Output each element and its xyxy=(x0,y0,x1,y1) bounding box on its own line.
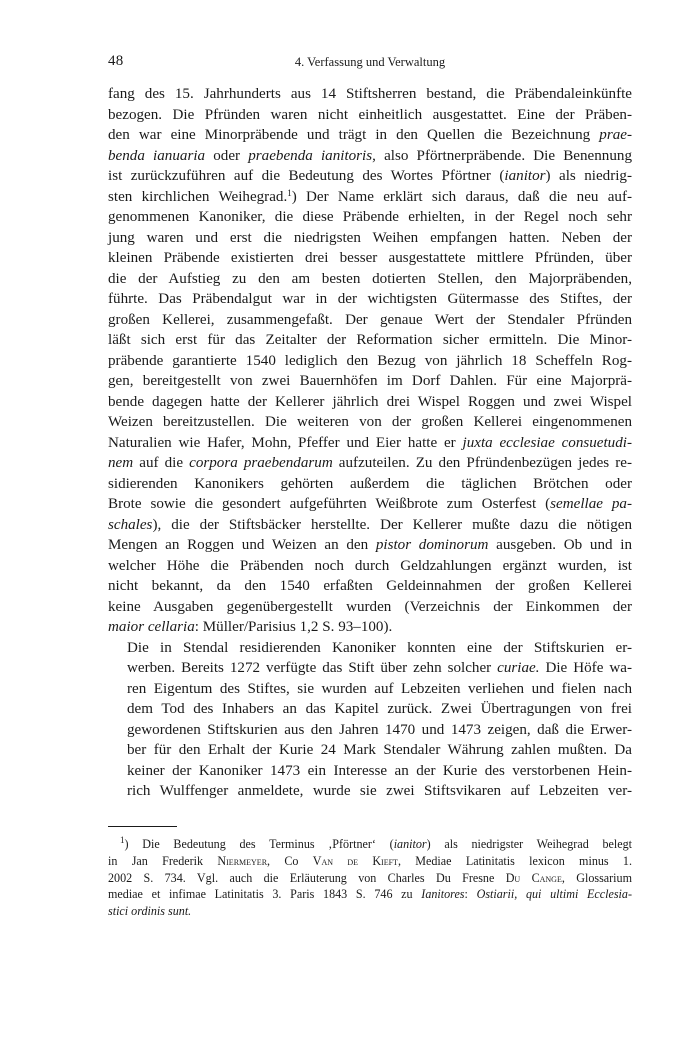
paragraph-2 xyxy=(108,638,632,802)
text-line: schales), die der Stiftsbäcker herstellte. Der Kellerer mußte dazu die nötigen xyxy=(108,516,632,533)
footnote-line: $^1$) Die Bedeutung des Terminus ‚Pförtner‘ (ianitor) als niedrigster Weihegrad belegt xyxy=(120,835,632,851)
text-line: läßt sich erst für das Zeitalter der Reformation sicher ermitteln. Die Minor- xyxy=(108,332,632,348)
page-header xyxy=(108,53,632,73)
paragraph-1 xyxy=(108,84,632,638)
text-line: rich Wulffenger anmeldete, wurde sie zwei Stiftsvikaren auf Lebzeiten ver- xyxy=(127,783,632,799)
running-head: 4. Verfassung und Verwaltung xyxy=(294,55,446,69)
footnote-marker[interactable]: 1 xyxy=(287,187,292,198)
text-line: gen, bereitgestellt von zwei Bauernhöfen im Dorf Dahlen. Für eine Majorprä- xyxy=(108,373,632,389)
text-line: Brote sowie die gesondert aufgeführten Weißbrote zum Osterfest (semellae pa- xyxy=(108,496,632,512)
text-line: ren Eigentum des Stiftes, sie wurden auf Lebzeiten verliehen und fielen nach xyxy=(127,680,632,697)
text-line: bende dagegen hatte der Kellerer jährlich drei Wispel Roggen und zwei Wispel xyxy=(108,393,632,410)
footnote-line: mediae et infimae Latinitatis 3. Paris 1843 S. 746 zu Ianitores: Ostiarii, qui ultimi Ecclesia- xyxy=(108,887,632,902)
text-line: Weizen bereitzustellen. Die weiteren von der großen Kellerei eingenommenen xyxy=(108,414,632,430)
text-line: ist zurückzuführen auf die Bedeutung des Wortes Pförtner (ianitor) als niedrig- xyxy=(108,168,632,184)
text-line: die der Aufstieg zu den am besten dotierten Stellen, den Majorpräbenden, xyxy=(108,270,632,287)
body-text xyxy=(108,84,632,802)
text-line: genommenen Kanoniker, die diese Präbende erhielten, in der Regel noch sehr xyxy=(108,209,632,225)
text-line: den war eine Minorpräbende und trägt in den Quellen die Bezeichnung prae- xyxy=(108,127,632,143)
footnote-number: 1 xyxy=(120,835,125,845)
text-line: ber für den Erhalt der Kurie 24 Mark Stendaler Währung zahlen mußten. Da xyxy=(127,742,632,758)
footnote-line: 2002 S. 734. Vgl. auch die Erläuterung von Charles Du Fresne Du Cange, Glossarium xyxy=(108,870,632,885)
text-line: bezogen. Die Pfründen waren nicht einheitlich ausgestattet. Eine der Präben- xyxy=(108,106,632,123)
text-line: fang des 15. Jahrhunderts aus 14 Stiftsherren bestand, die Präbendaleinkünfte xyxy=(108,86,632,102)
text-line: benda ianuaria oder praebenda ianitoris, also Pförtnerpräbende. Die Benennung xyxy=(108,147,632,164)
text-line: welcher Höhe die Präbenden noch durch Geldzahlungen ergänzt wurden, ist xyxy=(108,557,632,574)
footnote-rule xyxy=(108,826,177,827)
footnote-line: stici ordinis sunt. xyxy=(108,904,192,919)
text-line: nem auf die corpora praebendarum aufzuteilen. Zu den Pfründenbezügen jedes re- xyxy=(108,455,632,471)
footnote xyxy=(108,836,632,920)
text-line: sten kirchlichen Weihegrad.$^1$) Der Name erklärt sich daraus, daß die neu auf- xyxy=(108,187,632,205)
footnote-line: in Jan Frederik Niermeyer, Co Van de Kieft, Mediae Latinitatis lexicon minus 1. xyxy=(108,853,632,868)
text-line: sidierenden Kanonikers gehörten außerdem die täglichen Brötchen oder xyxy=(108,475,632,492)
text-line: maior cellaria: Müller/Parisius 1,2 S. 93–100). xyxy=(108,619,393,635)
text-line: führte. Das Präbendalgut war in der wichtigsten Gütermasse des Stiftes, der xyxy=(108,291,632,307)
text-line: Naturalien wie Hafer, Mohn, Pfeffer und Eier hatte er juxta ecclesiae consuetudi- xyxy=(108,434,633,451)
page-number: 48 xyxy=(108,53,124,69)
text-line: Mengen an Roggen und Weizen an den pistor dominorum ausgeben. Ob und in xyxy=(108,537,633,553)
text-line: gewordenen Stiftskurien aus den Jahren 1470 und 1473 zeigen, daß die Erwer- xyxy=(127,721,632,738)
text-line: kleinen Präbende existierten drei besser ausgestattete mittlere Pfründen, über xyxy=(108,250,632,266)
text-line: Die in Stendal residierenden Kanoniker konnten eine der Stiftskurien er- xyxy=(127,639,632,656)
text-line: präbende garantierte 1540 lediglich den Bezug von jährlich 18 Scheffeln Rog- xyxy=(108,352,632,369)
text-line: großen Kellerei, zusammengefaßt. Der genaue Wert der Stendaler Pfründen xyxy=(108,311,632,328)
text-line: jung waren und erst die niedrigsten Weihen empfangen hatten. Neben der xyxy=(108,229,632,246)
text-line: keiner der Kanoniker 1473 ein Interesse an der Kurie des verstorbenen Hein- xyxy=(127,762,632,779)
text-line: nicht bekannt, da den 1540 erfaßten Geldeinnahmen der großen Kellerei xyxy=(108,578,632,594)
text-line: keine Ausgaben gegenübergestellt wurden (Verzeichnis der Einkommen der xyxy=(108,598,632,615)
text-line: dem Tod des Inhabers an das Kapitel zurück. Zwei Übertragungen von frei xyxy=(127,701,632,717)
text-line: werben. Bereits 1272 verfügte das Stift über zehn solcher curiae. Die Höfe wa- xyxy=(127,660,632,676)
